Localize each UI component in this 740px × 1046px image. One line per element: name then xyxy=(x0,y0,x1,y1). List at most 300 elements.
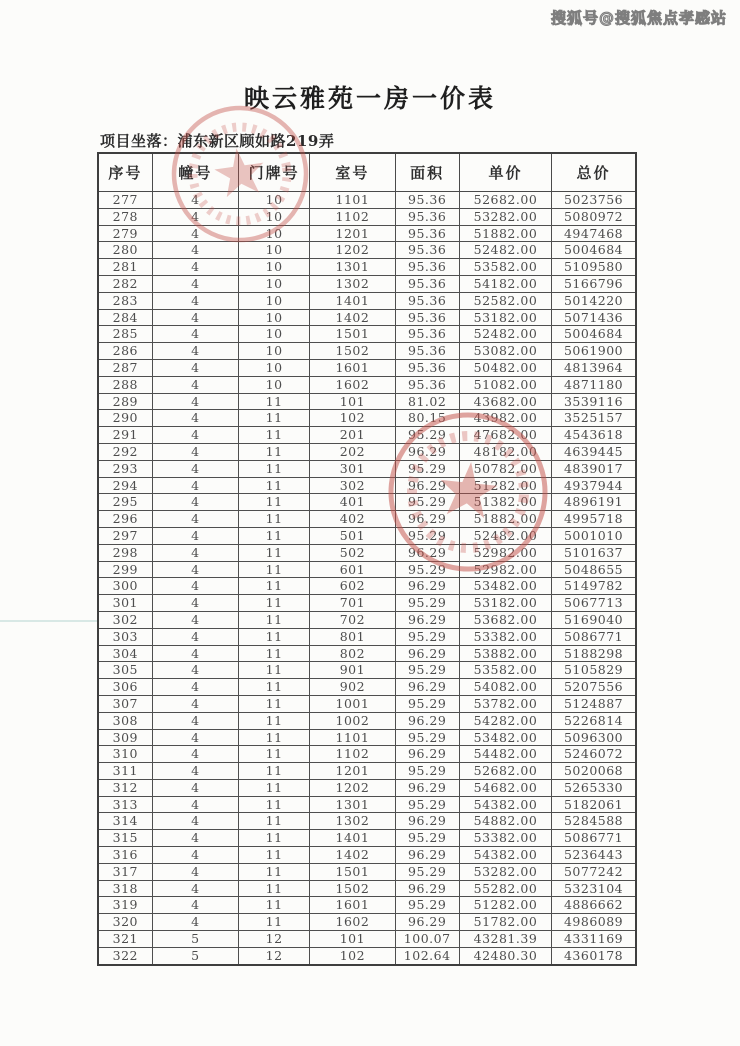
table-row xyxy=(98,695,636,712)
table-cell: 4 xyxy=(152,746,238,763)
table-row xyxy=(98,292,636,309)
table-cell: 96.29 xyxy=(395,511,459,528)
table-cell: 4 xyxy=(152,914,238,931)
table-cell: 5265330 xyxy=(552,779,636,796)
table-cell: 95.29 xyxy=(395,863,459,880)
table-cell: 1601 xyxy=(310,897,395,914)
table-cell: 301 xyxy=(310,460,395,477)
table-cell: 5105829 xyxy=(552,662,636,679)
table-cell: 1601 xyxy=(310,359,395,376)
table-cell: 299 xyxy=(98,561,152,578)
table-cell: 10 xyxy=(239,326,310,343)
table-cell: 52982.00 xyxy=(459,544,551,561)
table-cell: 96.29 xyxy=(395,477,459,494)
table-cell: 1002 xyxy=(310,712,395,729)
table-cell: 1602 xyxy=(310,914,395,931)
table-cell: 11 xyxy=(239,527,310,544)
table-cell: 320 xyxy=(98,914,152,931)
table-cell: 11 xyxy=(239,863,310,880)
table-cell: 296 xyxy=(98,511,152,528)
table-cell: 47682.00 xyxy=(459,427,551,444)
table-cell: 11 xyxy=(239,628,310,645)
table-cell: 1302 xyxy=(310,813,395,830)
table-cell: 314 xyxy=(98,813,152,830)
table-cell: 95.36 xyxy=(395,292,459,309)
table-cell: 95.36 xyxy=(395,225,459,242)
table-cell: 96.29 xyxy=(395,712,459,729)
table-cell: 5023756 xyxy=(552,192,636,209)
table-cell: 11 xyxy=(239,645,310,662)
table-cell: 1401 xyxy=(310,292,395,309)
table-cell: 4 xyxy=(152,208,238,225)
table-row xyxy=(98,729,636,746)
table-cell: 95.29 xyxy=(395,729,459,746)
table-row xyxy=(98,477,636,494)
table-cell: 4896191 xyxy=(552,494,636,511)
table-row xyxy=(98,561,636,578)
scan-artifact-line xyxy=(0,620,97,622)
table-cell: 96.29 xyxy=(395,847,459,864)
table-cell: 4 xyxy=(152,376,238,393)
table-cell: 95.29 xyxy=(395,695,459,712)
table-cell: 102.64 xyxy=(395,947,459,964)
project-location xyxy=(100,130,334,151)
table-cell: 101 xyxy=(310,393,395,410)
table-row xyxy=(98,947,636,964)
table-cell: 96.29 xyxy=(395,578,459,595)
table-cell: 4 xyxy=(152,494,238,511)
table-cell: 53082.00 xyxy=(459,343,551,360)
table-cell: 5182061 xyxy=(552,796,636,813)
table-cell: 81.02 xyxy=(395,393,459,410)
table-cell: 11 xyxy=(239,897,310,914)
table-row xyxy=(98,645,636,662)
table-cell: 11 xyxy=(239,779,310,796)
table-cell: 5048655 xyxy=(552,561,636,578)
table-cell: 4 xyxy=(152,359,238,376)
table-cell: 11 xyxy=(239,763,310,780)
table-cell: 96.29 xyxy=(395,813,459,830)
table-cell: 95.29 xyxy=(395,527,459,544)
table-cell: 321 xyxy=(98,931,152,948)
table-row xyxy=(98,880,636,897)
table-cell: 10 xyxy=(239,292,310,309)
table-cell: 4 xyxy=(152,712,238,729)
table-row xyxy=(98,628,636,645)
table-cell: 4 xyxy=(152,628,238,645)
table-cell: 11 xyxy=(239,712,310,729)
table-row xyxy=(98,309,636,326)
table-cell: 5166796 xyxy=(552,275,636,292)
table-cell: 53182.00 xyxy=(459,309,551,326)
table-cell: 53182.00 xyxy=(459,595,551,612)
table-cell: 1502 xyxy=(310,880,395,897)
table-cell: 96.29 xyxy=(395,914,459,931)
table-cell: 4947468 xyxy=(552,225,636,242)
table-cell: 302 xyxy=(310,477,395,494)
table-cell: 5086771 xyxy=(552,628,636,645)
table-cell: 289 xyxy=(98,393,152,410)
table-row xyxy=(98,931,636,948)
table-cell: 11 xyxy=(239,460,310,477)
table-cell: 291 xyxy=(98,427,152,444)
table-cell: 5109580 xyxy=(552,259,636,276)
table-cell: 313 xyxy=(98,796,152,813)
table-cell: 4543618 xyxy=(552,427,636,444)
table-cell: 10 xyxy=(239,359,310,376)
table-row xyxy=(98,208,636,225)
table-cell: 202 xyxy=(310,443,395,460)
table-cell: 10 xyxy=(239,376,310,393)
table-cell: 201 xyxy=(310,427,395,444)
table-cell: 54382.00 xyxy=(459,847,551,864)
table-cell: 52482.00 xyxy=(459,242,551,259)
table-cell: 52582.00 xyxy=(459,292,551,309)
table-cell: 53382.00 xyxy=(459,628,551,645)
table-cell: 401 xyxy=(310,494,395,511)
table-cell: 96.29 xyxy=(395,443,459,460)
table-cell: 1302 xyxy=(310,275,395,292)
table-cell: 54182.00 xyxy=(459,275,551,292)
table-cell: 3525157 xyxy=(552,410,636,427)
table-cell: 53282.00 xyxy=(459,863,551,880)
table-cell: 53582.00 xyxy=(459,662,551,679)
table-cell: 11 xyxy=(239,427,310,444)
table-cell: 284 xyxy=(98,309,152,326)
table-cell: 319 xyxy=(98,897,152,914)
table-cell: 4 xyxy=(152,393,238,410)
table-cell: 54282.00 xyxy=(459,712,551,729)
table-cell: 5071436 xyxy=(552,309,636,326)
column-header: 面积 xyxy=(395,153,459,192)
table-cell: 1102 xyxy=(310,746,395,763)
table-cell: 10 xyxy=(239,208,310,225)
table-cell: 1301 xyxy=(310,259,395,276)
table-row xyxy=(98,914,636,931)
price-table-header xyxy=(98,153,636,192)
table-cell: 1101 xyxy=(310,192,395,209)
table-cell: 282 xyxy=(98,275,152,292)
table-cell: 95.36 xyxy=(395,359,459,376)
table-cell: 4 xyxy=(152,225,238,242)
table-cell: 51382.00 xyxy=(459,494,551,511)
table-row xyxy=(98,746,636,763)
table-cell: 95.29 xyxy=(395,830,459,847)
table-cell: 283 xyxy=(98,292,152,309)
table-cell: 95.29 xyxy=(395,427,459,444)
table-cell: 11 xyxy=(239,813,310,830)
table-row xyxy=(98,242,636,259)
table-cell: 4 xyxy=(152,763,238,780)
table-cell: 601 xyxy=(310,561,395,578)
table-cell: 11 xyxy=(239,796,310,813)
table-row xyxy=(98,393,636,410)
table-row xyxy=(98,511,636,528)
table-row xyxy=(98,192,636,209)
price-table xyxy=(97,152,637,966)
table-cell: 80.15 xyxy=(395,410,459,427)
table-row xyxy=(98,443,636,460)
table-cell: 4 xyxy=(152,578,238,595)
table-cell: 4 xyxy=(152,679,238,696)
table-cell: 95.36 xyxy=(395,309,459,326)
table-cell: 95.36 xyxy=(395,242,459,259)
table-cell: 278 xyxy=(98,208,152,225)
table-cell: 280 xyxy=(98,242,152,259)
table-cell: 4986089 xyxy=(552,914,636,931)
table-cell: 1202 xyxy=(310,779,395,796)
table-cell: 96.29 xyxy=(395,679,459,696)
table-cell: 4 xyxy=(152,796,238,813)
table-cell: 4639445 xyxy=(552,443,636,460)
table-cell: 51782.00 xyxy=(459,914,551,931)
table-cell: 10 xyxy=(239,275,310,292)
table-cell: 96.29 xyxy=(395,779,459,796)
table-cell: 287 xyxy=(98,359,152,376)
table-cell: 5 xyxy=(152,931,238,948)
table-cell: 53382.00 xyxy=(459,830,551,847)
table-row xyxy=(98,662,636,679)
table-cell: 53682.00 xyxy=(459,611,551,628)
price-table-body xyxy=(98,192,636,965)
table-cell: 701 xyxy=(310,595,395,612)
table-cell: 286 xyxy=(98,343,152,360)
table-cell: 4 xyxy=(152,427,238,444)
table-cell: 4 xyxy=(152,527,238,544)
table-cell: 1101 xyxy=(310,729,395,746)
table-row xyxy=(98,527,636,544)
table-cell: 1401 xyxy=(310,830,395,847)
table-cell: 51082.00 xyxy=(459,376,551,393)
table-cell: 5080972 xyxy=(552,208,636,225)
table-cell: 10 xyxy=(239,225,310,242)
table-cell: 801 xyxy=(310,628,395,645)
table-cell: 1502 xyxy=(310,343,395,360)
table-cell: 51282.00 xyxy=(459,897,551,914)
table-cell: 102 xyxy=(310,410,395,427)
table-cell: 1501 xyxy=(310,326,395,343)
table-cell: 4886662 xyxy=(552,897,636,914)
table-row xyxy=(98,779,636,796)
table-cell: 4839017 xyxy=(552,460,636,477)
table-cell: 53282.00 xyxy=(459,208,551,225)
table-cell: 11 xyxy=(239,611,310,628)
header-row xyxy=(98,153,636,192)
table-cell: 1602 xyxy=(310,376,395,393)
table-cell: 96.29 xyxy=(395,746,459,763)
table-cell: 288 xyxy=(98,376,152,393)
location-value: 浦东新区顾如路219弄 xyxy=(177,132,335,150)
table-cell: 10 xyxy=(239,343,310,360)
table-cell: 1301 xyxy=(310,796,395,813)
table-cell: 42480.30 xyxy=(459,947,551,964)
table-cell: 5004684 xyxy=(552,242,636,259)
table-cell: 285 xyxy=(98,326,152,343)
table-cell: 1501 xyxy=(310,863,395,880)
table-row xyxy=(98,259,636,276)
table-cell: 502 xyxy=(310,544,395,561)
table-cell: 96.29 xyxy=(395,544,459,561)
table-cell: 279 xyxy=(98,225,152,242)
table-cell: 95.29 xyxy=(395,561,459,578)
table-cell: 312 xyxy=(98,779,152,796)
table-row xyxy=(98,343,636,360)
table-cell: 4937944 xyxy=(552,477,636,494)
column-header: 幢号 xyxy=(152,153,238,192)
table-cell: 281 xyxy=(98,259,152,276)
table-cell: 11 xyxy=(239,477,310,494)
table-cell: 10 xyxy=(239,192,310,209)
table-cell: 50482.00 xyxy=(459,359,551,376)
table-cell: 4 xyxy=(152,561,238,578)
table-cell: 4360178 xyxy=(552,947,636,964)
table-row xyxy=(98,460,636,477)
table-cell: 902 xyxy=(310,679,395,696)
table-cell: 12 xyxy=(239,931,310,948)
table-cell: 5236443 xyxy=(552,847,636,864)
table-cell: 1402 xyxy=(310,309,395,326)
table-cell: 311 xyxy=(98,763,152,780)
table-row xyxy=(98,830,636,847)
table-cell: 11 xyxy=(239,511,310,528)
table-cell: 95.29 xyxy=(395,897,459,914)
table-cell: 305 xyxy=(98,662,152,679)
table-cell: 302 xyxy=(98,611,152,628)
table-cell: 51882.00 xyxy=(459,225,551,242)
table-cell: 95.36 xyxy=(395,376,459,393)
table-cell: 306 xyxy=(98,679,152,696)
table-row xyxy=(98,225,636,242)
table-cell: 95.29 xyxy=(395,494,459,511)
table-cell: 10 xyxy=(239,309,310,326)
table-cell: 4 xyxy=(152,192,238,209)
table-cell: 5207556 xyxy=(552,679,636,696)
table-cell: 54682.00 xyxy=(459,779,551,796)
table-row xyxy=(98,410,636,427)
column-header: 总价 xyxy=(552,153,636,192)
table-row xyxy=(98,578,636,595)
table-cell: 51882.00 xyxy=(459,511,551,528)
table-cell: 11 xyxy=(239,729,310,746)
table-cell: 308 xyxy=(98,712,152,729)
table-cell: 10 xyxy=(239,242,310,259)
table-cell: 4813964 xyxy=(552,359,636,376)
table-cell: 53882.00 xyxy=(459,645,551,662)
table-cell: 43682.00 xyxy=(459,393,551,410)
table-cell: 4 xyxy=(152,595,238,612)
column-header: 门牌号 xyxy=(239,153,310,192)
page-title: 映云雅苑一房一价表 xyxy=(243,84,496,113)
location-label: 项目坐落： xyxy=(100,132,178,150)
table-cell: 53482.00 xyxy=(459,578,551,595)
table-cell: 4 xyxy=(152,880,238,897)
table-cell: 310 xyxy=(98,746,152,763)
table-cell: 4871180 xyxy=(552,376,636,393)
column-header: 单价 xyxy=(459,153,551,192)
table-cell: 95.36 xyxy=(395,343,459,360)
table-cell: 96.29 xyxy=(395,645,459,662)
table-cell: 4 xyxy=(152,292,238,309)
table-row xyxy=(98,494,636,511)
table-cell: 315 xyxy=(98,830,152,847)
table-cell: 10 xyxy=(239,259,310,276)
table-cell: 95.29 xyxy=(395,763,459,780)
table-cell: 4 xyxy=(152,695,238,712)
table-cell: 294 xyxy=(98,477,152,494)
table-cell: 802 xyxy=(310,645,395,662)
table-cell: 11 xyxy=(239,443,310,460)
table-cell: 1001 xyxy=(310,695,395,712)
table-cell: 4995718 xyxy=(552,511,636,528)
table-cell: 43982.00 xyxy=(459,410,551,427)
table-cell: 901 xyxy=(310,662,395,679)
table-cell: 1102 xyxy=(310,208,395,225)
table-cell: 4 xyxy=(152,275,238,292)
table-cell: 54382.00 xyxy=(459,796,551,813)
table-cell: 402 xyxy=(310,511,395,528)
table-cell: 11 xyxy=(239,393,310,410)
table-cell: 4331169 xyxy=(552,931,636,948)
table-row xyxy=(98,863,636,880)
table-row xyxy=(98,326,636,343)
table-cell: 4 xyxy=(152,662,238,679)
table-cell: 11 xyxy=(239,880,310,897)
table-cell: 5246072 xyxy=(552,746,636,763)
column-header: 室号 xyxy=(310,153,395,192)
table-cell: 4 xyxy=(152,242,238,259)
table-cell: 4 xyxy=(152,343,238,360)
table-cell: 100.07 xyxy=(395,931,459,948)
column-header: 序号 xyxy=(98,153,152,192)
table-cell: 11 xyxy=(239,595,310,612)
table-cell: 602 xyxy=(310,578,395,595)
table-cell: 297 xyxy=(98,527,152,544)
table-cell: 95.36 xyxy=(395,275,459,292)
table-cell: 4 xyxy=(152,863,238,880)
table-cell: 5284588 xyxy=(552,813,636,830)
table-cell: 318 xyxy=(98,880,152,897)
table-cell: 11 xyxy=(239,410,310,427)
table-row xyxy=(98,544,636,561)
table-row xyxy=(98,712,636,729)
table-cell: 290 xyxy=(98,410,152,427)
table-cell: 5004684 xyxy=(552,326,636,343)
table-cell: 50782.00 xyxy=(459,460,551,477)
table-cell: 298 xyxy=(98,544,152,561)
table-cell: 4 xyxy=(152,544,238,561)
table-cell: 4 xyxy=(152,259,238,276)
table-cell: 292 xyxy=(98,443,152,460)
table-cell: 11 xyxy=(239,578,310,595)
table-cell: 96.29 xyxy=(395,611,459,628)
table-cell: 52482.00 xyxy=(459,326,551,343)
table-cell: 95.36 xyxy=(395,259,459,276)
table-cell: 4 xyxy=(152,645,238,662)
table-cell: 102 xyxy=(310,947,395,964)
table-cell: 5014220 xyxy=(552,292,636,309)
table-cell: 48182.00 xyxy=(459,443,551,460)
table-cell: 55282.00 xyxy=(459,880,551,897)
table-cell: 11 xyxy=(239,544,310,561)
table-row xyxy=(98,359,636,376)
table-cell: 4 xyxy=(152,847,238,864)
table-cell: 53482.00 xyxy=(459,729,551,746)
table-cell: 5101637 xyxy=(552,544,636,561)
table-cell: 307 xyxy=(98,695,152,712)
table-row xyxy=(98,595,636,612)
table-cell: 4 xyxy=(152,830,238,847)
table-cell: 4 xyxy=(152,443,238,460)
